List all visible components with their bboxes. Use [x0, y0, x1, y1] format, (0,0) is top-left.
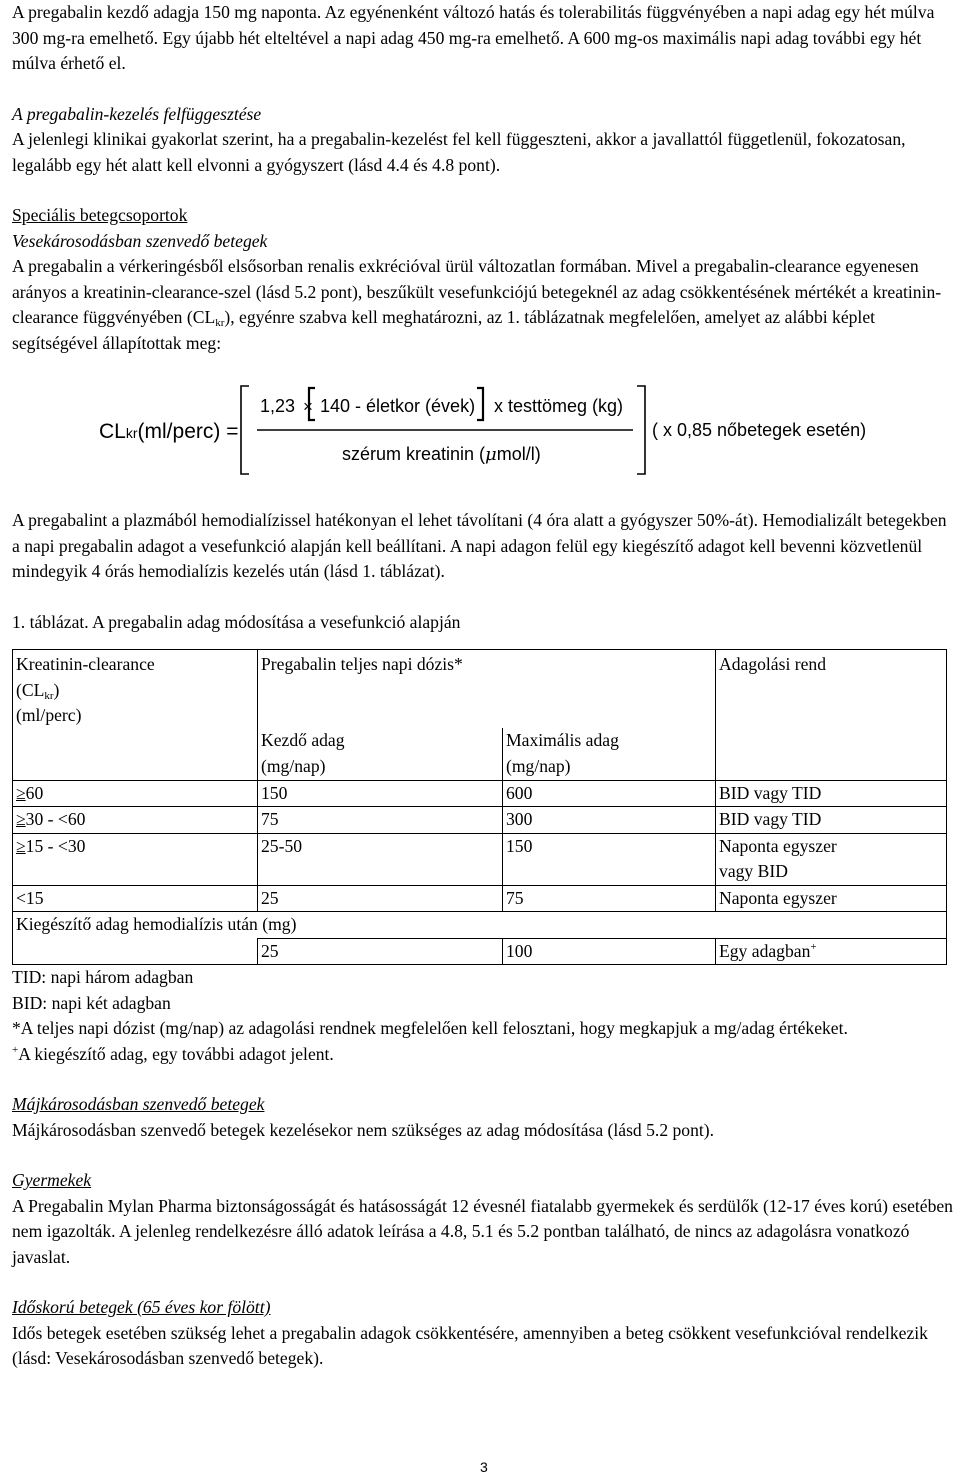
cell-clearance-value: 15 - <30 [25, 835, 86, 856]
renal-text-b: ), egyénre szabva kell meghatározni, az 1. táblázatnak megfelelően, amelyet az alábbi képlet segítségével állapítottak meg: [12, 307, 876, 353]
cell-max: 300 [503, 807, 716, 834]
special-groups-heading: Speciális betegcsoportok [12, 205, 188, 225]
supplement-row [13, 938, 947, 965]
supplement-label-row [13, 912, 947, 939]
supplement-start: 25 [258, 938, 503, 965]
cell-regimen-b: vagy BID [719, 861, 788, 881]
formula-female-note: ( x 0,85 nőbetegek esetén) [652, 420, 867, 440]
renal-paragraph [12, 254, 956, 356]
formula-denominator [342, 442, 541, 468]
note-plus-mark: + [12, 1043, 19, 1056]
header-max-b: (mg/nap) [506, 755, 571, 776]
cell-start: 75 [258, 807, 503, 834]
cell-regimen [716, 833, 947, 885]
cell-clearance [13, 807, 258, 834]
formula-cl: CL [99, 420, 126, 443]
hepatic-paragraph: Májkárosodásban szenvedő betegek kezelésekor nem szükséges az adag módosítása (lásd 5.2 pont). [12, 1119, 715, 1140]
cell-regimen-a: BID vagy TID [719, 782, 822, 803]
table-header-row [13, 650, 947, 729]
dialysis-paragraph: A pregabalint a plazmából hemodialízissel hatékonyan el lehet távolítani (4 óra alatt a gyógyszer 50%-át). Hemodializált betegekben a napi pregabalin adagot a vesefunkció alapján kell beállítani. A napi adagon felül egy kiegészítő adagot kell bevenni közvetlenül mindegyik 4 órás hemodialízis kezelés után (lásd 1. táblázat). [12, 510, 947, 581]
cell-start: 25 [258, 885, 503, 912]
supplement-regimen-text: Egy adagban [719, 940, 811, 961]
header-clearance-b [16, 678, 249, 704]
note-tid: TID: napi három adagban [12, 967, 194, 987]
supplement-empty [13, 938, 258, 965]
header-max [503, 728, 716, 780]
header-regimen: Adagolási rend [716, 650, 947, 781]
renal-sub: kr [215, 317, 225, 329]
children-heading: Gyermekek [12, 1170, 92, 1190]
cell-max: 600 [503, 780, 716, 807]
children-paragraph: A Pregabalin Mylan Pharma biztonságosságát és hatásosságát 12 évesnél fiatalabb gyermekek és serdülők (12-17 éves korú) esetében nem igazolták. A jelenleg rendelkezésre álló adatok leírása a 4.8, 5.1 és 5.2 pontban található, de nincs az adagolásra vonatkozó javaslat. [12, 1195, 953, 1267]
cell-clearance-value: <15 [16, 887, 44, 908]
supplement-label: Kiegészítő adag hemodialízis után (mg) [13, 912, 947, 939]
note-plus [12, 1042, 956, 1068]
header-clearance-d: (ml/perc) [16, 705, 82, 725]
cell-clearance [13, 780, 258, 807]
cell-regimen-a: BID vagy TID [719, 809, 822, 829]
header-clearance-c: ) [53, 679, 60, 700]
elderly-heading: Időskorú betegek (65 éves kor fölött) [12, 1297, 271, 1317]
header-start [258, 728, 503, 780]
formula-lhs [99, 419, 238, 447]
cell-regimen [716, 807, 947, 834]
cell-clearance [13, 833, 258, 885]
formula-weight-term: x testtömeg (kg) [494, 396, 624, 416]
cell-regimen-a: Naponta egyszer [719, 887, 837, 908]
cell-max: 150 [503, 833, 716, 885]
cell-max: 75 [503, 885, 716, 912]
header-start-a: Kezdő adag [261, 730, 345, 750]
cell-clearance-value: 30 - <60 [25, 809, 86, 829]
renal-heading: Vesekárosodásban szenvedő betegek [12, 230, 268, 251]
header-clearance-sub: kr [44, 689, 54, 702]
cell-regimen-a: Naponta egyszer [719, 835, 837, 856]
formula-unit: (ml/perc) = [137, 420, 239, 443]
cell-clearance [13, 885, 258, 912]
supplement-mark: + [810, 940, 817, 953]
header-max-a: Maximális adag [506, 730, 619, 750]
intro-paragraph: A pregabalin kezdő adagja 150 mg naponta. Az egyénenként változó hatás és tolerabilitás függvényében a napi adag egy hét múlva 300 mg-ra emelhető. Egy újabb hét elteltével a napi adag 450 mg-ra emelhető. A 600 mg-os maximális napi adag további egy hét múlva érhető el. [12, 2, 935, 73]
formula-age-term: 140 - életkor (évek) [320, 396, 476, 416]
cell-start: 150 [258, 780, 503, 807]
clearance-formula [12, 356, 956, 508]
discontinuation-heading: A pregabalin-kezelés felfüggesztése [12, 103, 262, 124]
cell-clearance-value: 60 [25, 782, 44, 803]
header-clearance [13, 650, 258, 781]
formula-cl-sub: kr [125, 425, 138, 441]
dose-rows [13, 780, 947, 912]
discontinuation-paragraph: A jelenlegi klinikai gyakorlat szerint, ha a pregabalin-kezelést fel kell függeszteni, akkor a javallattól függetlenül, fokozatosan, legalább egy hét alatt kell elvonni a gyógyszert (lásd 4.4 és 4.8 pont). [12, 129, 906, 175]
table-row [13, 807, 947, 834]
cell-regimen [716, 885, 947, 912]
formula-times: × [303, 397, 313, 416]
hepatic-heading: Májkárosodásban szenvedő betegek [12, 1094, 265, 1114]
formula-den-a: szérum kreatinin ( [342, 444, 486, 464]
table-row [13, 833, 947, 885]
note-plus-text: A kiegészítő adag, egy további adagot jelent. [18, 1043, 334, 1064]
table-caption: 1. táblázat. A pregabalin adag módosítása a vesefunkció alapján [12, 611, 461, 632]
note-bid: BID: napi két adagban [12, 992, 171, 1013]
formula-den-b: mol/l) [496, 444, 541, 464]
document-page [12, 0, 956, 1372]
header-clearance-a: Kreatinin-clearance [16, 654, 155, 674]
page-number: 3 [480, 1459, 488, 1475]
dose-table [12, 649, 947, 965]
cell-start: 25-50 [258, 833, 503, 885]
formula-mu: μ [485, 444, 497, 465]
table-row [13, 780, 947, 807]
ge-symbol: ≥ [16, 782, 26, 803]
header-start-b: (mg/nap) [261, 755, 326, 776]
header-clearance-b-text: (CL [16, 679, 45, 700]
formula-coef: 1,23 [260, 396, 296, 416]
header-total: Pregabalin teljes napi dózis* [258, 650, 716, 729]
ge-symbol: ≥ [16, 809, 26, 829]
ge-symbol: ≥ [16, 835, 26, 856]
cell-regimen [716, 780, 947, 807]
supplement-regimen [716, 938, 947, 965]
table-row [13, 885, 947, 912]
renal-text-a: A pregabalin a vérkeringésből elsősorban renalis exkrécióval ürül változatlan formában. Mivel a pregabalin-clearance egyenesen arányos a kreatinin-clearance-szel (lásd 5.2 pont), beszűkült vesefunkciójú betegeknél az adag csökkentésének mértékét a kreatinin-clearance függvényében (CL [12, 256, 942, 327]
supplement-max: 100 [503, 938, 716, 965]
elderly-paragraph: Idős betegek esetében szükség lehet a pregabalin adagok csökkentésére, amennyiben a beteg csökkent vesefunkcióval rendelkezik (lásd: Vesekárosodásban szenvedő betegek). [12, 1322, 928, 1368]
note-star: *A teljes napi dózist (mg/nap) az adagolási rendnek megfelelően kell felosztani, hogy megkapjuk a mg/adag értékeket. [12, 1018, 848, 1038]
